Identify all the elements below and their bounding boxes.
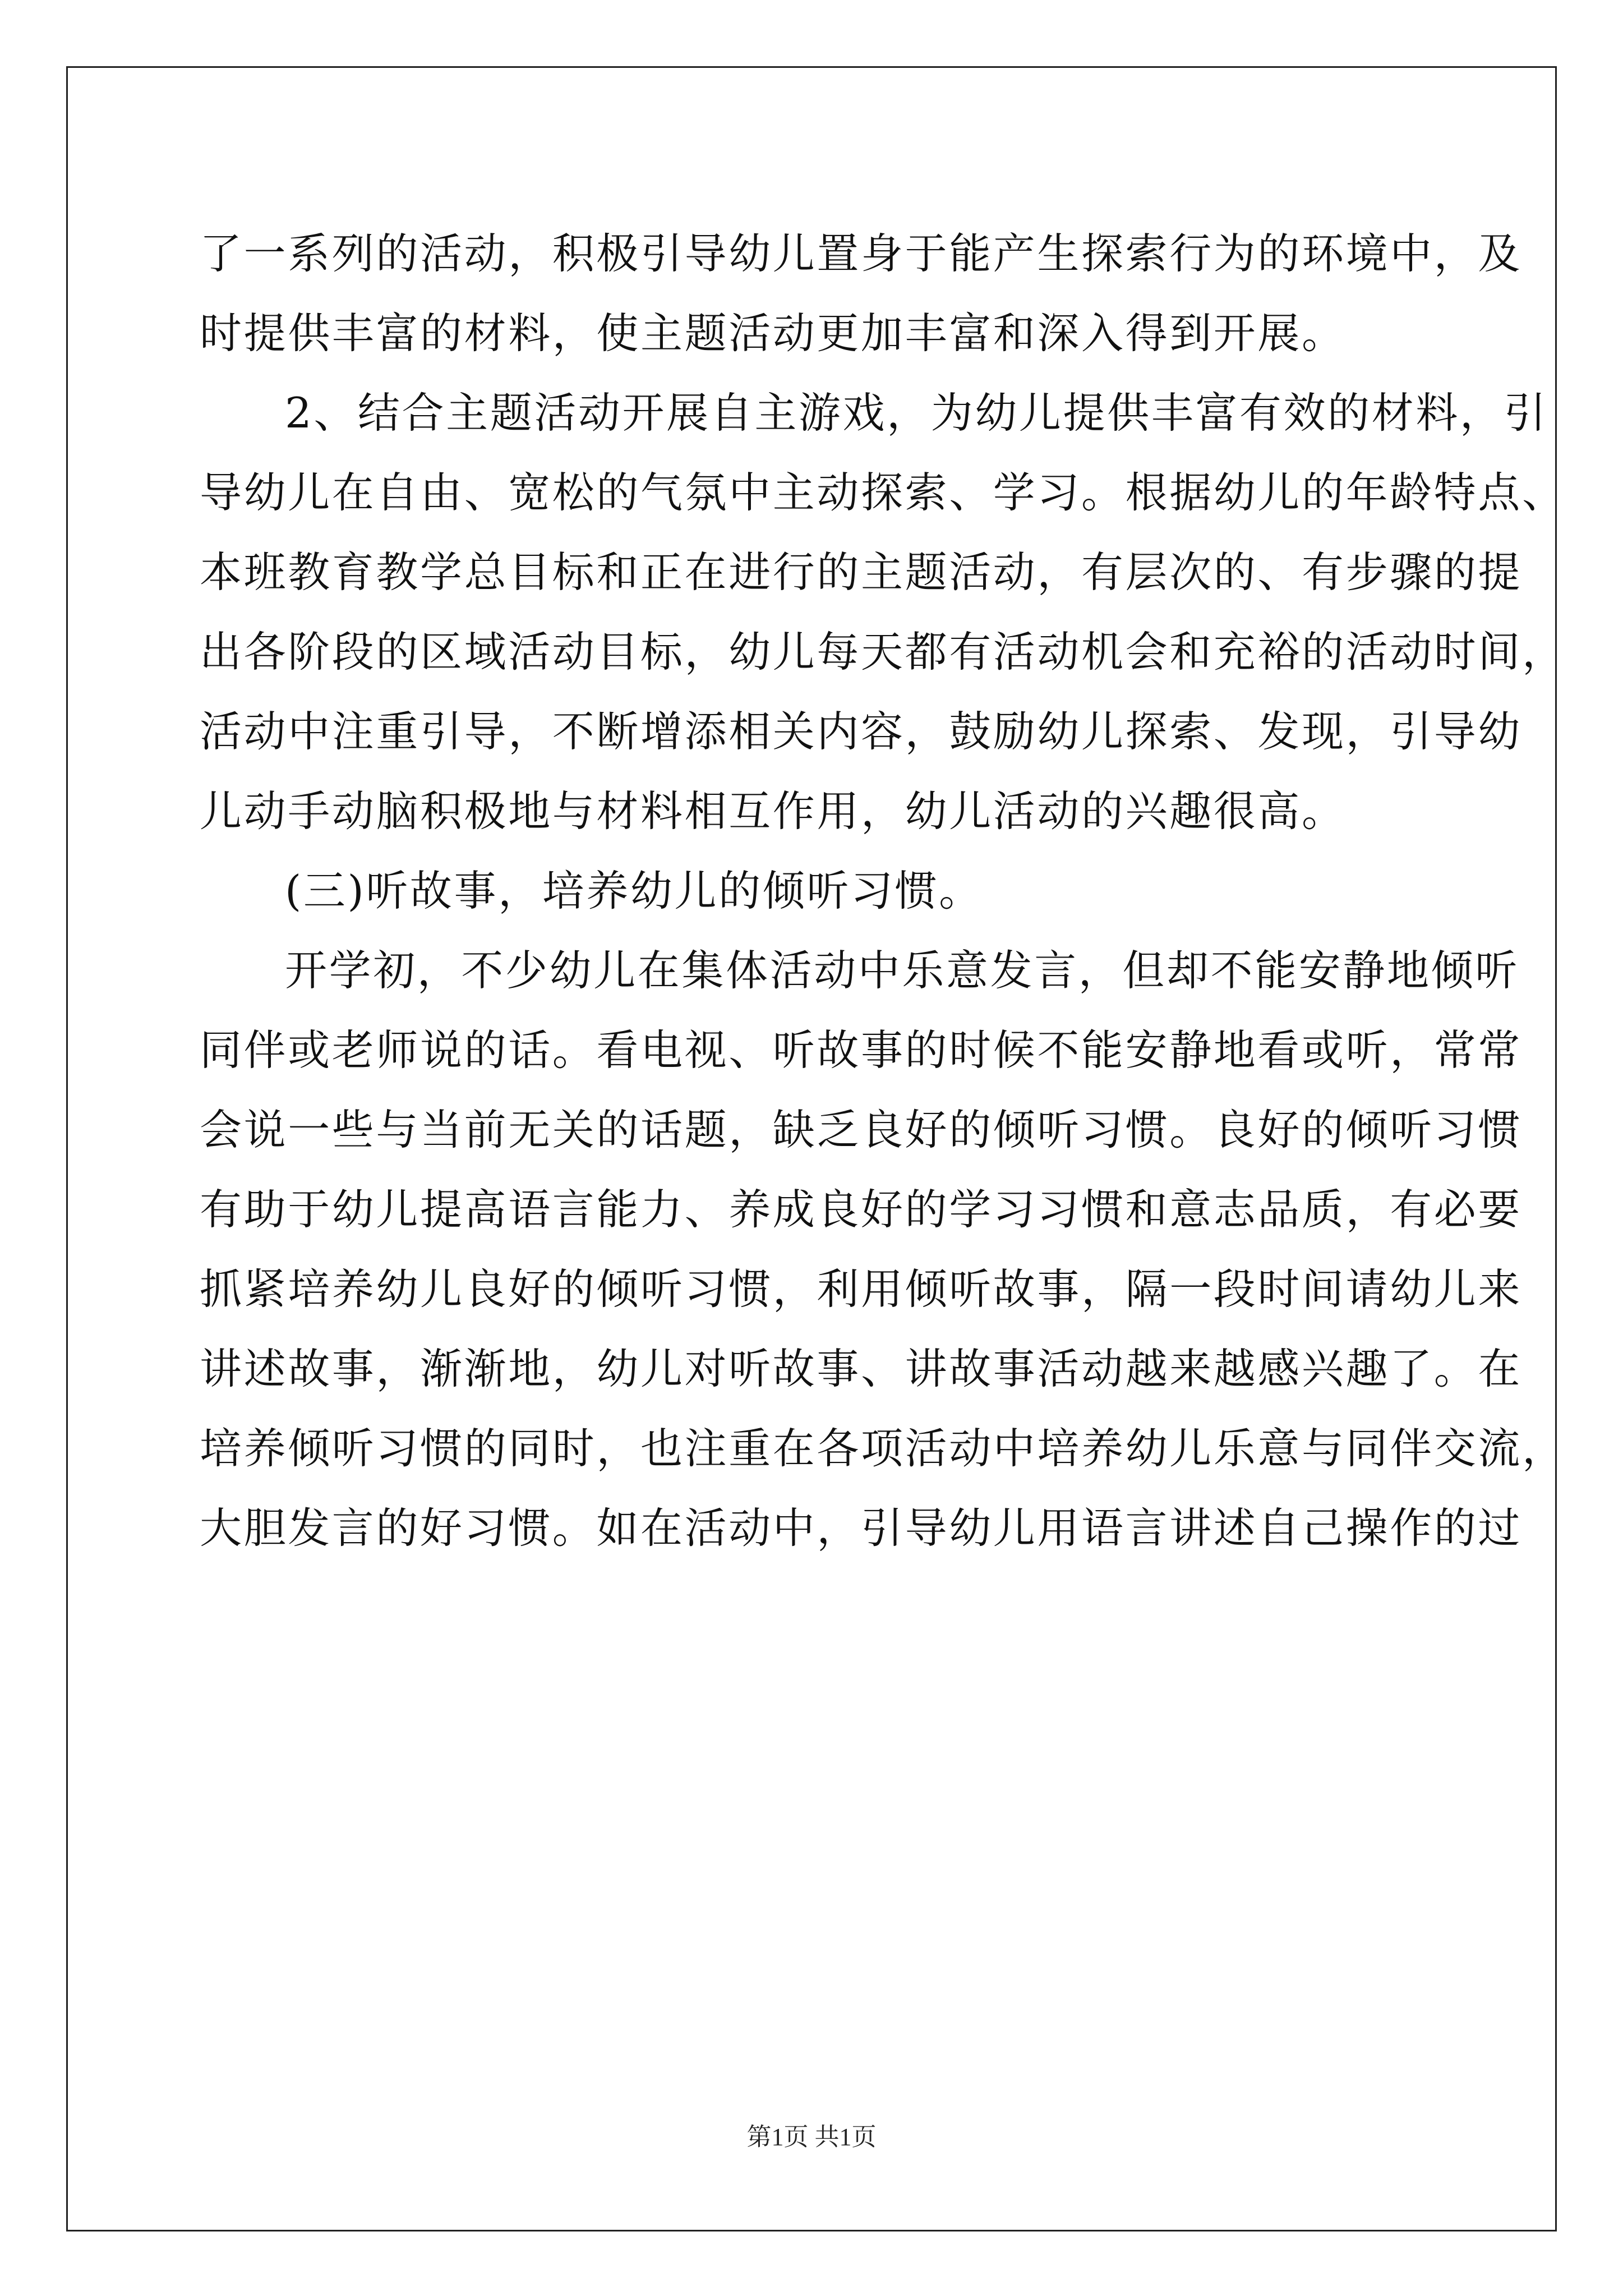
text-line: 导幼儿在自由、宽松的气氛中主动探索、学习。根据幼儿的年龄特点、 <box>200 468 1566 517</box>
text-line: 活动中注重引导，不断增添相关内容，鼓励幼儿探索、发现，引导幼 <box>200 707 1523 756</box>
text-line: 会说一些与当前无关的话题，缺乏良好的倾听习惯。良好的倾听习惯 <box>200 1105 1523 1154</box>
text-line: 了一系列的活动，积极引导幼儿置身于能产生探索行为的环境中，及 <box>200 229 1523 278</box>
text-line: 培养倾听习惯的同时，也注重在各项活动中培养幼儿乐意与同伴交流， <box>200 1424 1566 1473</box>
paragraph-first-line: 开学初，不少幼儿在集体活动中乐意发言，但却不能安静地倾听 <box>285 946 1519 995</box>
text-line: 大胆发言的好习惯。如在活动中，引导幼儿用语言讲述自己操作的过 <box>200 1503 1523 1553</box>
page-number-footer: 第1页 共1页 <box>746 2123 877 2151</box>
text-line: 讲述故事，渐渐地，幼儿对听故事、讲故事活动越来越感兴趣了。在 <box>200 1344 1523 1393</box>
text-line: 有助于幼儿提高语言能力、养成良好的学习习惯和意志品质，有必要 <box>200 1185 1523 1234</box>
paragraph-first-line: 2、结合主题活动开展自主游戏，为幼儿提供丰富有效的材料，引 <box>285 388 1548 438</box>
section-heading: (三)听故事，培养幼儿的倾听习惯。 <box>285 866 983 915</box>
document-body <box>200 214 1566 1568</box>
text-line: 时提供丰富的材料，使主题活动更加丰富和深入得到开展。 <box>200 309 1346 358</box>
text-line: 同伴或老师说的话。看电视、听故事的时候不能安静地看或听，常常 <box>200 1025 1523 1075</box>
text-line: 抓紧培养幼儿良好的倾听习惯，利用倾听故事，隔一段时间请幼儿来 <box>200 1264 1523 1314</box>
text-line: 儿动手动脑积极地与材料相互作用，幼儿活动的兴趣很高。 <box>200 786 1346 836</box>
text-line: 出各阶段的区域活动目标，幼儿每天都有活动机会和充裕的活动时间， <box>200 627 1566 677</box>
text-line: 本班教育教学总目标和正在进行的主题活动，有层次的、有步骤的提 <box>200 547 1523 597</box>
